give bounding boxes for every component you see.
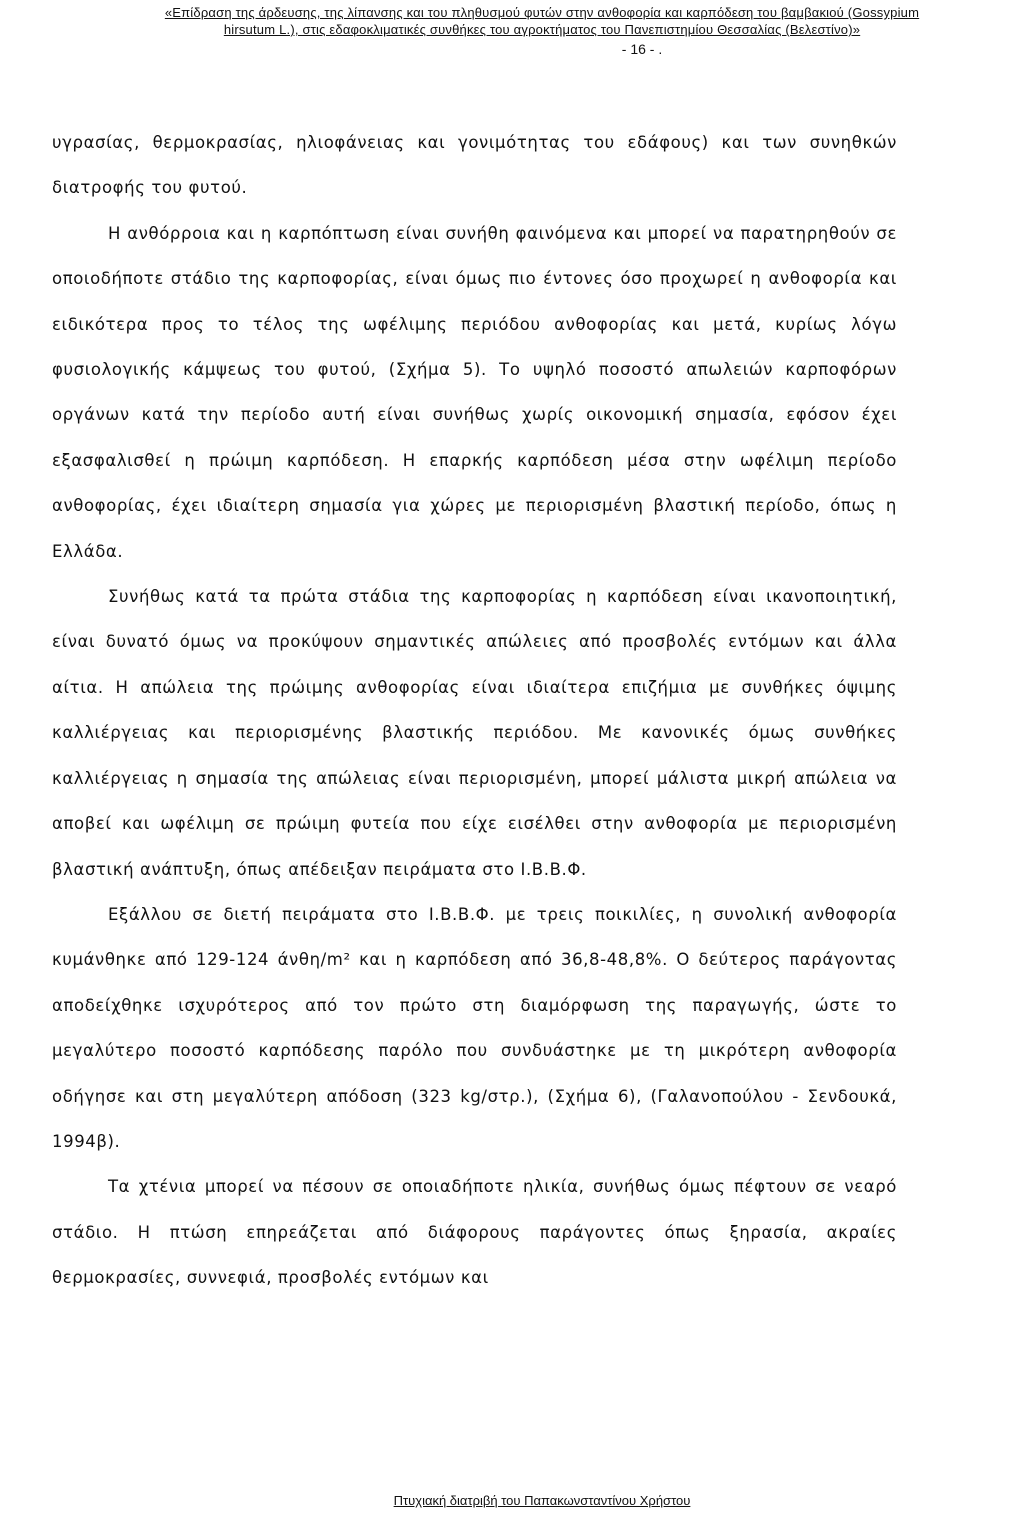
page-number: - 16 - . [621, 41, 663, 57]
page-footer [0, 1493, 1024, 1508]
paragraph-continuation: υγρασίας, θερμοκρασίας, ηλιοφάνειας και γονιμότητας του εδάφους) και των συνηθκών διατροφής του φυτού. [52, 133, 897, 198]
footer-thesis-credit: Πτυχιακή διατριβή του Παπακωνσταντίνου Χρήστου [393, 1493, 691, 1508]
paragraph-squares-drop: Τα χτένια μπορεί να πέσουν σε οποιαδήποτε ηλικία, συνήθως όμως πέφτουν σε νεαρό στάδιο. Η πτώση επηρεάζεται από διάφορους παράγοντες όπως ξηρασία, ακραίες θερμοκρασίες, συννεφιά, προσβολές εντόμων και [52, 1177, 897, 1288]
document-body [52, 120, 897, 1301]
paragraph-early-stages: Συνήθως κατά τα πρώτα στάδια της καρποφορίας η καρπόδεση είναι ικανοποιητική, είναι δυνατό όμως να προκύψουν σημαντικές απώλειες από προσβολές εντόμων και άλλα αίτια. Η απώλεια της πρώιμης ανθοφορίας είναι ιδιαίτερα επιζήμια με συνθήκες όψιμης καλλιέργειας και περιορισμένης βλαστικής περιόδου. Με κανονικές όμως συνθήκες καλλιέργειας η σημασία της απώλειας είναι περιορισμένη, μπορεί μάλιστα μικρή απώλεια να αποβεί και ωφέλιμη σε πρώιμη φυτεία που είχε εισέλθει στην ανθοφορία με περιορισμένη βλαστική ανάπτυξη, όπως απέδειξαν πειράματα στο Ι.Β.Β.Φ. [52, 587, 897, 879]
header-title-line-1: «Επίδραση της άρδευσης, της λίπανσης και του πληθυσμού φυτών στην ανθοφορία και καρπόδεση του βαμβακιού (Gossypium [164, 5, 920, 20]
paragraph-flower-drop: Η ανθόρροια και η καρπόπτωση είναι συνήθη φαινόμενα και μπορεί να παρατηρηθούν σε οποιοδήποτε στάδιο της καρποφορίας, είναι όμως πιο έντονες όσο προχωρεί η ανθοφορία και ειδικότερα προς το τέλος της ωφέλιμης περιόδου ανθοφορίας και μετά, κυρίως λόγω φυσιολογικής κάμψεως του φυτού, (Σχήμα 5). Το υψηλό ποσοστό απωλειών καρποφόρων οργάνων κατά την περίοδο αυτή είναι συνήθως χωρίς οικονομική σημασία, εφόσον έχει εξασφαλισθεί η πρώιμη καρπόδεση. Η επαρκής καρπόδεση μέσα στην ωφέλιμη περίοδο ανθοφορίας, έχει ιδιαίτερη σημασία για χώρες με περιορισμένη βλαστική περίοδο, όπως η Ελλάδα. [52, 223, 897, 561]
page-header [0, 4, 1024, 58]
paragraph-experiments: Εξάλλου σε διετή πειράματα στο Ι.Β.Β.Φ. με τρεις ποικιλίες, η συνολική ανθοφορία κυμάνθηκε από 129-124 άνθη/m² και η καρπόδεση από 36,8-48,8%. Ο δεύτερος παράγοντας αποδείχθηκε ισχυρότερος από τον πρώτο στη διαμόρφωση της παραγωγής, ώστε το μεγαλύτερο ποσοστό καρπόδεσης παρόλο που συνδυάστηκε με τη μικρότερη ανθοφορία οδήγησε και στη μεγαλύτερη απόδοση (323 kg/στρ.), (Σχήμα 6), (Γαλανοπούλου - Σενδουκά, 1994β). [52, 904, 897, 1151]
header-title-line-2: hirsutum L.), στις εδαφοκλιματικές συνθήκες του αγροκτήματος του Πανεπιστημίου Θεσσαλίας (Βελεστίνο)» [223, 22, 861, 37]
